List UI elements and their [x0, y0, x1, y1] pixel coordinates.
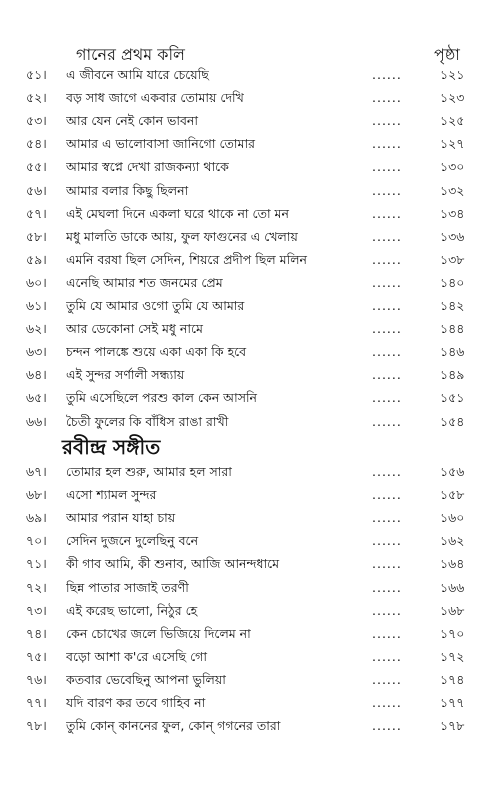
song-title: বড়ো আশা ক'রে এসেছি গো — [66, 648, 207, 664]
page-number: ১৫৮ — [440, 487, 465, 503]
song-number: ৭২। — [26, 579, 47, 595]
song-number: ৬৪। — [26, 367, 47, 383]
header-song-first-line-label: গানের প্রথম কলি — [76, 45, 185, 64]
toc-row — [0, 622, 501, 646]
page-number: ১৭৮ — [440, 718, 465, 734]
song-number: ৫১। — [26, 67, 47, 82]
toc-row — [0, 109, 501, 133]
song-title: আর ডেকোনা সেই মধু নামে — [66, 321, 203, 337]
page-number: ১২৭ — [440, 136, 465, 152]
leader-dots: ...... — [372, 321, 402, 337]
leader-dots: ...... — [372, 205, 402, 221]
toc-row — [0, 529, 501, 553]
song-number: ৭৭। — [26, 695, 47, 710]
song-number: ৬৯। — [26, 510, 47, 526]
song-title: আমার স্বপ্নে দেখা রাজকন্যা থাকে — [66, 159, 229, 175]
song-title: ছিন্ন পাতার সাজাই তরণী — [66, 579, 189, 595]
leader-dots: ...... — [372, 367, 402, 383]
toc-row — [0, 576, 501, 600]
toc-row — [0, 460, 501, 484]
toc-row — [0, 294, 501, 318]
song-number: ৬১। — [26, 298, 47, 313]
song-title: তুমি যে আমার ওগো তুমি যে আমার — [66, 298, 245, 313]
page-number: ১৭২ — [440, 648, 465, 664]
toc-row — [0, 271, 501, 295]
song-number: ৬০। — [26, 274, 47, 290]
song-number: ৬৭। — [26, 464, 47, 479]
page-number: ১৪২ — [440, 298, 465, 313]
song-title: তুমি এসেছিলে পরশু কাল কেন আসনি — [66, 390, 257, 406]
song-title: সেদিন দুজনে দুলেছিনু বনে — [66, 533, 199, 549]
song-title: এই করেছ ভালো, নিঠুর হে — [66, 602, 198, 618]
leader-dots: ...... — [372, 390, 402, 406]
page-number: ১৭৪ — [440, 671, 465, 687]
song-title: এনেছি আমার শত জনমের প্রেম — [66, 274, 223, 290]
leader-dots: ...... — [372, 671, 402, 687]
song-number: ৬৮। — [26, 487, 47, 503]
song-number: ৫৮। — [26, 228, 47, 244]
page-number: ১৫৪ — [440, 413, 465, 429]
leader-dots: ...... — [372, 228, 402, 244]
song-title: আমার এ ভালোবাসা জানিগো তোমার — [66, 136, 255, 152]
song-number: ৭৬। — [26, 671, 47, 687]
toc-row — [0, 179, 501, 203]
page-number: ১৭৭ — [440, 695, 465, 710]
toc-row — [0, 552, 501, 576]
song-number: ৫৭। — [26, 205, 47, 221]
leader-dots: ...... — [372, 487, 402, 503]
page-number: ১২৩ — [440, 90, 465, 106]
toc-row — [0, 248, 501, 272]
page-number: ১৪০ — [440, 274, 465, 290]
leader-dots: ...... — [372, 67, 402, 82]
toc-row — [0, 155, 501, 179]
song-number: ৫৯। — [26, 251, 47, 267]
song-title: কতবার ভেবেছিনু আপনা ভুলিয়া — [66, 671, 226, 687]
leader-dots: ...... — [372, 90, 402, 106]
page-number: ১৩৬ — [440, 228, 465, 244]
leader-dots: ...... — [372, 413, 402, 429]
song-number: ৬৩। — [26, 344, 47, 360]
page-number: ১৩০ — [440, 159, 465, 175]
toc-row — [0, 714, 501, 738]
song-number: ৭৫। — [26, 648, 47, 664]
toc-row — [0, 63, 501, 87]
toc-row — [0, 340, 501, 364]
leader-dots: ...... — [372, 718, 402, 734]
song-title: কী গাব আমি, কী শুনাব, আজি আনন্দধামে — [66, 556, 280, 572]
toc-row — [0, 691, 501, 715]
page-number: ১৬৮ — [440, 602, 465, 618]
song-title: এমনি বরষা ছিল সেদিন, শিয়রে প্রদীপ ছিল মলিন — [66, 251, 307, 267]
song-number: ৭৮। — [26, 718, 47, 734]
toc-row — [0, 225, 501, 249]
leader-dots: ...... — [372, 648, 402, 664]
song-number: ৬৫। — [26, 390, 47, 406]
song-number: ৭০। — [26, 533, 47, 549]
song-title: চৈতী ফুলের কি বাঁধিস রাঙা রাখী — [66, 413, 229, 429]
leader-dots: ...... — [372, 695, 402, 710]
page-number: ১৭০ — [440, 625, 465, 641]
toc-row — [0, 386, 501, 410]
song-number: ৭৪। — [26, 625, 47, 641]
page-number: ১৫৬ — [440, 464, 465, 479]
leader-dots: ...... — [372, 602, 402, 618]
toc-row — [0, 645, 501, 669]
song-number: ৭৩। — [26, 602, 47, 618]
toc-row — [0, 668, 501, 692]
page-number: ১৬০ — [440, 510, 465, 526]
song-title: এই মেঘলা দিনে একলা ঘরে থাকে না তো মন — [66, 205, 289, 221]
song-title: তোমার হল শুরু, আমার হল সারা — [66, 464, 232, 479]
leader-dots: ...... — [372, 556, 402, 572]
song-number: ৬২। — [26, 321, 47, 337]
song-number: ৬৬। — [26, 413, 47, 429]
toc-row — [0, 202, 501, 226]
song-title: তুমি কোন্ কাননের ফুল, কোন্ গগনের তারা — [66, 718, 281, 734]
leader-dots: ...... — [372, 510, 402, 526]
page-number: ১৬৪ — [440, 556, 465, 572]
song-number: ৫২। — [26, 90, 47, 106]
page-number: ১৩২ — [440, 182, 465, 198]
page-number: ১৪৪ — [440, 321, 465, 337]
page-number: ১২৫ — [440, 113, 465, 129]
song-number: ৭১। — [26, 556, 47, 572]
header-page-label: পৃষ্ঠা — [434, 45, 460, 64]
toc-row — [0, 599, 501, 623]
song-number: ৫৫। — [26, 159, 47, 175]
song-number: ৫৪। — [26, 136, 47, 152]
toc-row — [0, 86, 501, 110]
page-number: ১২১ — [440, 67, 465, 82]
song-title: আমার বলার কিছু ছিলনা — [66, 182, 189, 198]
page-number: ১৩৮ — [440, 251, 465, 267]
leader-dots: ...... — [372, 182, 402, 198]
song-title: যদি বারণ কর তবে গাহিব না — [66, 695, 206, 710]
toc-row — [0, 410, 501, 434]
song-title: আমার পরান যাহা চায় — [66, 510, 176, 526]
leader-dots: ...... — [372, 159, 402, 175]
leader-dots: ...... — [372, 113, 402, 129]
song-title: এসো শ্যামল সুন্দর — [66, 487, 157, 503]
page-number: ১৪৯ — [440, 367, 465, 383]
leader-dots: ...... — [372, 579, 402, 595]
page-number: ১৫১ — [440, 390, 465, 406]
toc-row — [0, 506, 501, 530]
page-number: ১৬৬ — [440, 579, 465, 595]
song-title: কেন চোখের জলে ভিজিয়ে দিলেম না — [66, 625, 251, 641]
song-title: চন্দন পালঙ্কে শুয়ে একা একা কি হবে — [66, 344, 247, 360]
leader-dots: ...... — [372, 274, 402, 290]
leader-dots: ...... — [372, 464, 402, 479]
leader-dots: ...... — [372, 625, 402, 641]
song-title: মধু মালতি ডাকে আয়, ফুল ফাগুনের এ খেলায় — [66, 228, 298, 244]
leader-dots: ...... — [372, 136, 402, 152]
page-number: ১৪৬ — [440, 344, 465, 360]
song-title: এই সুন্দর সর্ণালী সন্ধ্যায় — [66, 367, 185, 383]
song-number: ৫৩। — [26, 113, 47, 129]
toc-row — [0, 132, 501, 156]
leader-dots: ...... — [372, 533, 402, 549]
song-title: আর যেন নেই কোন ভাবনা — [66, 113, 199, 129]
page-number: ১৩৪ — [440, 205, 465, 221]
leader-dots: ...... — [372, 344, 402, 360]
page-number: ১৬২ — [440, 533, 465, 549]
toc-row — [0, 317, 501, 341]
song-title: এ জীবনে আমি যারে চেয়েছি — [66, 67, 209, 82]
song-title: বড় সাধ জাগে একবার তোমায় দেখি — [66, 90, 244, 106]
leader-dots: ...... — [372, 298, 402, 313]
leader-dots: ...... — [372, 251, 402, 267]
toc-row — [0, 363, 501, 387]
toc-row — [0, 483, 501, 507]
song-number: ৫৬। — [26, 182, 47, 198]
section-title-rabindra-sangeet: রবীন্দ্র সঙ্গীত — [62, 435, 161, 459]
